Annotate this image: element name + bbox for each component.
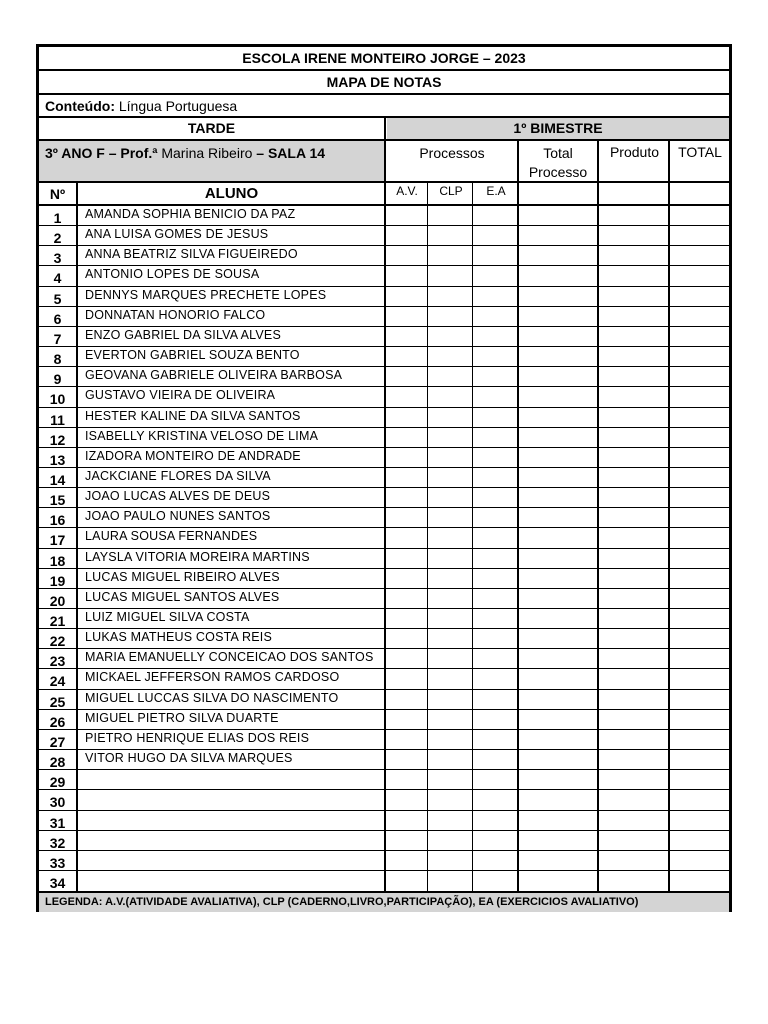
total-cell[interactable] (670, 488, 729, 508)
student-name: MIGUEL LUCCAS SILVA DO NASCIMENTO (85, 690, 339, 705)
student-number: 10 (49, 391, 66, 408)
av-cell[interactable] (387, 448, 427, 468)
total-processo-cell[interactable] (519, 710, 597, 730)
student-name: JOAO LUCAS ALVES DE DEUS (85, 489, 271, 504)
total-processo-cell[interactable] (519, 629, 597, 649)
student-number: 11 (50, 411, 65, 428)
student-name: MIGUEL PIETRO SILVA DUARTE (85, 710, 279, 725)
av-cell[interactable] (387, 649, 427, 669)
produto-cell[interactable] (599, 266, 668, 286)
student-name: LAYSLA VITORIA MOREIRA MARTINS (85, 549, 310, 564)
student-number: 8 (53, 351, 62, 368)
clp-cell[interactable] (429, 448, 472, 468)
total-processo-cell[interactable] (519, 569, 597, 589)
av-cell[interactable] (387, 790, 427, 810)
content-label: Conteúdo: (45, 98, 115, 114)
total-processo-cell[interactable] (519, 226, 597, 246)
av-cell[interactable] (387, 549, 427, 569)
ea-cell[interactable] (474, 710, 517, 730)
ea-cell[interactable] (474, 690, 517, 710)
av-cell[interactable] (387, 347, 427, 367)
processos-header: Processos (419, 145, 485, 161)
total-processo-cell[interactable] (519, 770, 597, 790)
total-processo-cell[interactable] (519, 730, 597, 750)
student-name: DONNATAN HONORIO FALCO (85, 307, 266, 322)
student-number: 15 (49, 492, 66, 509)
av-cell[interactable] (387, 508, 427, 528)
student-number: 31 (49, 814, 66, 831)
ea-cell[interactable] (474, 206, 517, 226)
av-cell[interactable] (387, 287, 427, 307)
av-cell[interactable] (387, 528, 427, 548)
clp-cell[interactable] (429, 690, 472, 710)
clp-cell[interactable] (429, 367, 472, 387)
av-cell[interactable] (387, 629, 427, 649)
student-number: 27 (49, 733, 66, 750)
total-processo-line2: Processo (528, 164, 588, 180)
produto-cell[interactable] (599, 549, 668, 569)
student-number: 9 (53, 371, 62, 388)
teacher-name: Marina Ribeiro (161, 145, 253, 161)
av-cell[interactable] (387, 669, 427, 689)
total-processo-cell[interactable] (519, 347, 597, 367)
class-prefix: 3º ANO F – Prof.ª (45, 145, 158, 161)
produto-cell[interactable] (599, 408, 668, 428)
sheet-title: MAPA DE NOTAS (326, 74, 442, 90)
school-title: ESCOLA IRENE MONTEIRO JORGE – 2023 (242, 50, 526, 66)
student-number: 29 (49, 774, 66, 791)
total-processo-cell[interactable] (519, 367, 597, 387)
clp-cell[interactable] (429, 589, 472, 609)
clp-cell[interactable] (429, 428, 472, 448)
clp-cell[interactable] (429, 750, 472, 770)
total-cell[interactable] (670, 327, 729, 347)
student-number: 22 (49, 633, 66, 650)
total-processo-cell[interactable] (519, 549, 597, 569)
ea-cell[interactable] (474, 246, 517, 266)
produto-cell[interactable] (599, 649, 668, 669)
clp-cell[interactable] (429, 609, 472, 629)
legend: LEGENDA: A.V.(ATIVIDADE AVALIATIVA), CLP (CADERNO,LIVRO,PARTICIPAÇÃO), EA (EXERCICIOS AVALIATIVO) (39, 893, 729, 912)
total-cell[interactable] (670, 790, 729, 810)
total-cell[interactable] (670, 387, 729, 407)
clp-cell[interactable] (429, 569, 472, 589)
clp-cell[interactable] (429, 468, 472, 488)
ea-cell[interactable] (474, 266, 517, 286)
produto-cell[interactable] (599, 730, 668, 750)
total-processo-cell[interactable] (519, 287, 597, 307)
student-number: 14 (49, 471, 66, 488)
produto-cell[interactable] (599, 851, 668, 871)
total-cell[interactable] (670, 851, 729, 871)
ea-cell[interactable] (474, 730, 517, 750)
ea-cell[interactable] (474, 770, 517, 790)
produto-cell[interactable] (599, 629, 668, 649)
ea-cell[interactable] (474, 750, 517, 770)
produto-cell[interactable] (599, 226, 668, 246)
clp-cell[interactable] (429, 287, 472, 307)
av-cell[interactable] (387, 871, 427, 891)
ea-cell[interactable] (474, 428, 517, 448)
total-processo-cell[interactable] (519, 246, 597, 266)
produto-cell[interactable] (599, 811, 668, 831)
total-cell[interactable] (670, 287, 729, 307)
total-cell[interactable] (670, 629, 729, 649)
student-header: ALUNO (204, 185, 259, 202)
clp-cell[interactable] (429, 831, 472, 851)
total-processo-cell[interactable] (519, 649, 597, 669)
student-number: 4 (53, 270, 62, 287)
ea-cell[interactable] (474, 790, 517, 810)
clp-cell[interactable] (429, 206, 472, 226)
total-cell[interactable] (670, 226, 729, 246)
ea-cell[interactable] (474, 649, 517, 669)
av-cell[interactable] (387, 770, 427, 790)
student-name: ANA LUISA GOMES DE JESUS (85, 227, 269, 242)
student-name: ISABELLY KRISTINA VELOSO DE LIMA (85, 428, 319, 443)
total-cell[interactable] (670, 770, 729, 790)
ea-cell[interactable] (474, 448, 517, 468)
clp-cell[interactable] (429, 710, 472, 730)
student-number: 24 (49, 673, 66, 690)
av-cell[interactable] (387, 589, 427, 609)
total-cell[interactable] (670, 347, 729, 367)
clp-cell[interactable] (429, 246, 472, 266)
clp-cell[interactable] (429, 851, 472, 871)
number-header: Nº (49, 186, 66, 202)
ea-cell[interactable] (474, 367, 517, 387)
av-cell[interactable] (387, 266, 427, 286)
produto-cell[interactable] (599, 669, 668, 689)
ea-cell[interactable] (474, 851, 517, 871)
produto-cell[interactable] (599, 589, 668, 609)
total-processo-header (519, 144, 597, 182)
clp-cell[interactable] (429, 730, 472, 750)
av-cell[interactable] (387, 367, 427, 387)
student-number: 2 (53, 230, 62, 247)
ea-cell[interactable] (474, 589, 517, 609)
ea-cell[interactable] (474, 528, 517, 548)
clp-cell[interactable] (429, 528, 472, 548)
clp-cell[interactable] (429, 327, 472, 347)
total-cell[interactable] (670, 307, 729, 327)
av-cell[interactable] (387, 468, 427, 488)
total-cell[interactable] (670, 589, 729, 609)
produto-cell[interactable] (599, 428, 668, 448)
total-cell[interactable] (670, 871, 729, 891)
total-processo-cell[interactable] (519, 528, 597, 548)
student-name: ANNA BEATRIZ SILVA FIGUEIREDO (85, 247, 298, 262)
produto-cell[interactable] (599, 468, 668, 488)
total-processo-cell[interactable] (519, 428, 597, 448)
total-cell[interactable] (670, 428, 729, 448)
av-cell[interactable] (387, 569, 427, 589)
clp-cell[interactable] (429, 811, 472, 831)
av-cell[interactable] (387, 246, 427, 266)
av-cell[interactable] (387, 408, 427, 428)
produto-cell[interactable] (599, 690, 668, 710)
total-processo-cell[interactable] (519, 468, 597, 488)
total-processo-cell[interactable] (519, 448, 597, 468)
total-processo-cell[interactable] (519, 206, 597, 226)
produto-cell[interactable] (599, 569, 668, 589)
ea-cell[interactable] (474, 569, 517, 589)
produto-cell[interactable] (599, 609, 668, 629)
av-cell[interactable] (387, 206, 427, 226)
total-cell[interactable] (670, 831, 729, 851)
ea-cell[interactable] (474, 307, 517, 327)
student-name: LUKAS MATHEUS COSTA REIS (85, 630, 273, 645)
total-processo-cell[interactable] (519, 408, 597, 428)
produto-cell[interactable] (599, 750, 668, 770)
student-number: 3 (53, 250, 62, 267)
student-name: MARIA EMANUELLY CONCEICAO DOS SANTOS (85, 650, 374, 665)
clp-cell[interactable] (429, 266, 472, 286)
produto-cell[interactable] (599, 488, 668, 508)
total-cell[interactable] (670, 549, 729, 569)
student-number: 17 (49, 532, 66, 549)
student-name: AMANDA SOPHIA BENICIO DA PAZ (85, 207, 296, 221)
produto-cell[interactable] (599, 246, 668, 266)
student-number: 25 (49, 693, 66, 710)
produto-cell[interactable] (599, 367, 668, 387)
student-number: 21 (49, 613, 66, 629)
produto-cell[interactable] (599, 287, 668, 307)
total-processo-cell[interactable] (519, 327, 597, 347)
produto-cell[interactable] (599, 387, 668, 407)
clp-cell[interactable] (429, 408, 472, 428)
student-number: 33 (49, 854, 66, 871)
clp-cell[interactable] (429, 790, 472, 810)
produto-cell[interactable] (599, 347, 668, 367)
grade-sheet (36, 44, 732, 912)
total-processo-cell[interactable] (519, 589, 597, 609)
student-name: IZADORA MONTEIRO DE ANDRADE (85, 448, 301, 463)
total-cell[interactable] (670, 246, 729, 266)
produto-cell[interactable] (599, 307, 668, 327)
total-processo-cell[interactable] (519, 387, 597, 407)
clp-cell[interactable] (429, 488, 472, 508)
student-name: PIETRO HENRIQUE ELIAS DOS REIS (85, 730, 310, 745)
ea-cell[interactable] (474, 831, 517, 851)
av-cell[interactable] (387, 488, 427, 508)
produto-cell[interactable] (599, 831, 668, 851)
av-cell[interactable] (387, 226, 427, 246)
shift-label: TARDE (187, 120, 236, 136)
total-cell[interactable] (670, 408, 729, 428)
class-info (39, 141, 384, 181)
ea-cell[interactable] (474, 226, 517, 246)
ea-cell[interactable] (474, 327, 517, 347)
ea-cell[interactable] (474, 488, 517, 508)
student-name: ENZO GABRIEL DA SILVA ALVES (85, 327, 281, 342)
student-number: 32 (49, 834, 66, 851)
total-processo-cell[interactable] (519, 871, 597, 891)
total-cell[interactable] (670, 811, 729, 831)
total-processo-cell[interactable] (519, 669, 597, 689)
ea-cell[interactable] (474, 508, 517, 528)
student-name: ANTONIO LOPES DE SOUSA (85, 267, 260, 282)
student-name: HESTER KALINE DA SILVA SANTOS (85, 408, 301, 423)
produto-cell[interactable] (599, 327, 668, 347)
total-processo-cell[interactable] (519, 488, 597, 508)
total-cell[interactable] (670, 266, 729, 286)
student-number: 16 (49, 512, 66, 529)
ea-cell[interactable] (474, 287, 517, 307)
av-cell[interactable] (387, 851, 427, 871)
total-processo-cell[interactable] (519, 609, 597, 629)
av-cell[interactable] (387, 750, 427, 770)
ea-cell[interactable] (474, 629, 517, 649)
total-processo-cell[interactable] (519, 831, 597, 851)
produto-cell[interactable] (599, 448, 668, 468)
av-cell[interactable] (387, 307, 427, 327)
student-number: 18 (49, 552, 66, 569)
student-name: VITOR HUGO DA SILVA MARQUES (85, 751, 293, 766)
total-processo-cell[interactable] (519, 508, 597, 528)
clp-cell[interactable] (429, 629, 472, 649)
produto-cell[interactable] (599, 508, 668, 528)
student-number: 7 (53, 330, 62, 347)
av-cell[interactable] (387, 730, 427, 750)
ea-cell[interactable] (474, 468, 517, 488)
av-cell[interactable] (387, 690, 427, 710)
clp-cell[interactable] (429, 307, 472, 327)
av-cell[interactable] (387, 609, 427, 629)
total-processo-cell[interactable] (519, 750, 597, 770)
student-number: 23 (49, 653, 66, 670)
av-cell[interactable] (387, 811, 427, 831)
total-cell[interactable] (670, 710, 729, 730)
clp-cell[interactable] (429, 508, 472, 528)
produto-cell[interactable] (599, 710, 668, 730)
student-name: LUCAS MIGUEL RIBEIRO ALVES (85, 569, 280, 584)
total-processo-cell[interactable] (519, 690, 597, 710)
ea-cell[interactable] (474, 387, 517, 407)
student-name: GUSTAVO VIEIRA DE OLIVEIRA (85, 388, 276, 403)
clp-cell[interactable] (429, 387, 472, 407)
clp-cell[interactable] (429, 871, 472, 891)
produto-cell[interactable] (599, 871, 668, 891)
student-name: DENNYS MARQUES PRECHETE LOPES (85, 287, 327, 302)
produto-cell[interactable] (599, 790, 668, 810)
bimester-label: 1º BIMESTRE (387, 118, 729, 139)
student-name: EVERTON GABRIEL SOUZA BENTO (85, 348, 300, 363)
total-processo-line1: Total (543, 145, 573, 161)
total-cell[interactable] (670, 367, 729, 387)
total-header: TOTAL (678, 144, 722, 160)
total-processo-cell[interactable] (519, 266, 597, 286)
clp-cell[interactable] (429, 226, 472, 246)
student-number: 34 (49, 874, 66, 891)
total-cell[interactable] (670, 649, 729, 669)
student-name: LUCAS MIGUEL SANTOS ALVES (85, 589, 280, 604)
student-name: MICKAEL JEFFERSON RAMOS CARDOSO (85, 670, 340, 685)
total-processo-cell[interactable] (519, 851, 597, 871)
student-number: 20 (49, 592, 66, 609)
student-number: 28 (49, 754, 66, 771)
content-value: Língua Portuguesa (118, 98, 238, 114)
ea-cell[interactable] (474, 347, 517, 367)
ea-cell[interactable] (474, 549, 517, 569)
total-cell[interactable] (670, 508, 729, 528)
student-name: JACKCIANE FLORES DA SILVA (85, 468, 271, 483)
ea-header: E.A (486, 184, 506, 198)
clp-cell[interactable] (429, 347, 472, 367)
content-line (39, 95, 729, 117)
student-number: 13 (49, 451, 66, 468)
ea-cell[interactable] (474, 811, 517, 831)
total-cell[interactable] (670, 669, 729, 689)
ea-cell[interactable] (474, 609, 517, 629)
av-cell[interactable] (387, 387, 427, 407)
clp-cell[interactable] (429, 549, 472, 569)
total-cell[interactable] (670, 750, 729, 770)
av-cell[interactable] (387, 831, 427, 851)
clp-header: CLP (439, 184, 463, 198)
student-name: GEOVANA GABRIELE OLIVEIRA BARBOSA (85, 368, 343, 383)
produto-cell[interactable] (599, 528, 668, 548)
av-cell[interactable] (387, 710, 427, 730)
total-processo-cell[interactable] (519, 790, 597, 810)
clp-cell[interactable] (429, 649, 472, 669)
total-cell[interactable] (670, 468, 729, 488)
total-cell[interactable] (670, 609, 729, 629)
student-name: LUIZ MIGUEL SILVA COSTA (85, 610, 250, 624)
student-number: 5 (53, 290, 62, 307)
clp-cell[interactable] (429, 669, 472, 689)
student-number: 19 (49, 572, 66, 589)
student-number: 30 (49, 794, 66, 811)
av-cell[interactable] (387, 327, 427, 347)
total-processo-cell[interactable] (519, 811, 597, 831)
student-name: JOAO PAULO NUNES SANTOS (85, 509, 271, 524)
total-cell[interactable] (670, 528, 729, 548)
produto-header: Produto (609, 144, 660, 160)
clp-cell[interactable] (429, 770, 472, 790)
total-cell[interactable] (670, 569, 729, 589)
total-cell[interactable] (670, 206, 729, 226)
student-number: 1 (53, 210, 62, 226)
student-name: LAURA SOUSA FERNANDES (85, 529, 258, 544)
room-label: – SALA 14 (256, 145, 326, 161)
produto-cell[interactable] (599, 770, 668, 790)
total-cell[interactable] (670, 448, 729, 468)
total-processo-cell[interactable] (519, 307, 597, 327)
total-cell[interactable] (670, 730, 729, 750)
student-number: 6 (53, 310, 62, 327)
total-cell[interactable] (670, 690, 729, 710)
produto-cell[interactable] (599, 206, 668, 226)
ea-cell[interactable] (474, 408, 517, 428)
av-header: A.V. (396, 184, 418, 198)
ea-cell[interactable] (474, 871, 517, 891)
student-number: 12 (49, 431, 66, 448)
av-cell[interactable] (387, 428, 427, 448)
student-number: 26 (49, 713, 66, 730)
ea-cell[interactable] (474, 669, 517, 689)
